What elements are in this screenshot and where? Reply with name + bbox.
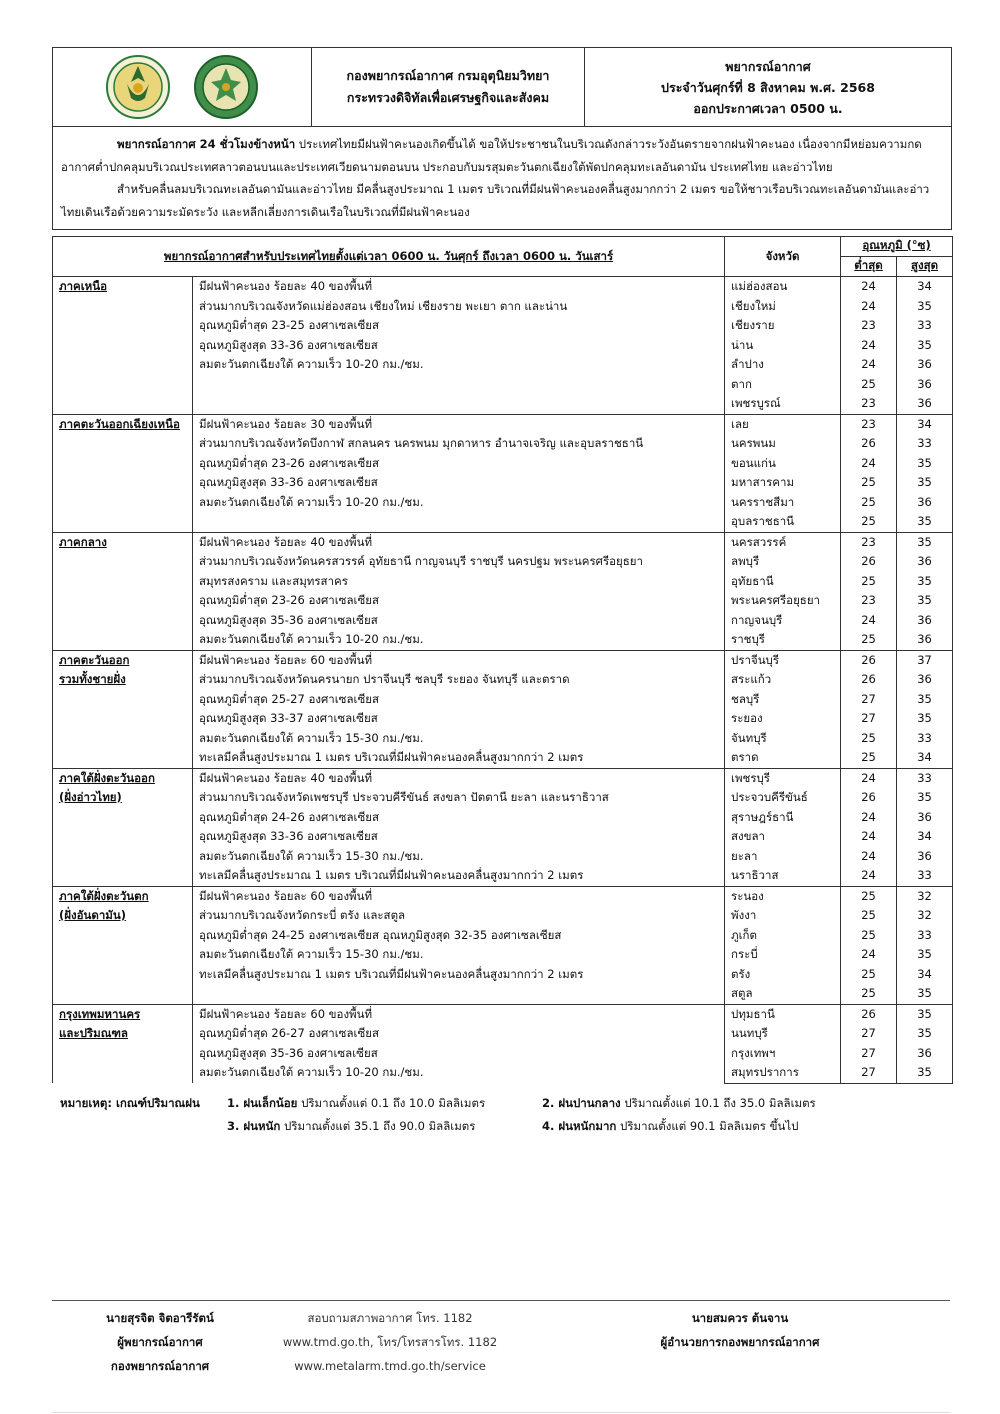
min-temp-cell: 24 bbox=[841, 277, 897, 297]
region-name bbox=[53, 414, 193, 532]
max-temp-cell: 35 bbox=[897, 1024, 953, 1044]
min-temp-cell: 26 bbox=[841, 650, 897, 670]
province-cell: สตูล bbox=[725, 984, 841, 1004]
region-label-2: (ฝั่งอ่าวไทย) bbox=[59, 790, 122, 804]
forecaster-signature bbox=[60, 1306, 260, 1378]
director-signature bbox=[620, 1306, 860, 1354]
province-cell: นครราชสีมา bbox=[725, 493, 841, 513]
max-temp-cell: 35 bbox=[897, 1063, 953, 1083]
province-cell: พระนครศรีอยุธยา bbox=[725, 591, 841, 611]
max-temp-cell: 35 bbox=[897, 473, 953, 493]
min-temp-cell: 25 bbox=[841, 926, 897, 946]
province-cell: ภูเก็ต bbox=[725, 926, 841, 946]
province-cell: นนทบุรี bbox=[725, 1024, 841, 1044]
region-description bbox=[193, 768, 725, 886]
description-line: อุณหภูมิสูงสุด 33-36 องศาเซลเซียส bbox=[199, 829, 378, 843]
min-temp-cell: 25 bbox=[841, 984, 897, 1004]
province-cell: ราชบุรี bbox=[725, 630, 841, 650]
description-line: อุณหภูมิต่ำสุด 26-27 องศาเซลเซียส bbox=[199, 1026, 380, 1040]
region-label: ภาคใต้ฝั่งตะวันออก bbox=[59, 770, 155, 785]
max-temp-cell: 36 bbox=[897, 611, 953, 631]
min-temp-cell: 23 bbox=[841, 532, 897, 552]
province-cell: อุทัยธานี bbox=[725, 572, 841, 592]
min-temp-cell: 25 bbox=[841, 630, 897, 650]
min-temp-cell: 25 bbox=[841, 906, 897, 926]
max-temp-cell: 33 bbox=[897, 434, 953, 454]
max-temp-cell: 36 bbox=[897, 394, 953, 414]
max-temp-header: สูงสุด bbox=[897, 257, 953, 277]
org-line-2: กระทรวงดิจิทัลเพื่อเศรษฐกิจและสังคม bbox=[346, 90, 550, 105]
table-row bbox=[53, 650, 953, 670]
region-label: ภาคตะวันออกเฉียงเหนือ bbox=[59, 416, 180, 431]
summary-text-1: ประเทศไทยมีฝนฟ้าคะนองเกิดขึ้นได้ ขอให้ประชาชนในบริเวณดังกล่าวระวังอันตรายจากฝนฟ้าคะนอง เนื่องจากมีหย่อมความกดอากาศต่ำปกคลุมบริเวณประเทศลาวตอนบนและประเทศเวียดนามตอนบน ประกอบกับมรสุมตะวันตกเฉียงใต้พัดปกคลุมทะเลอันดามัน ประเทศไทย และอ่าวไทย bbox=[61, 137, 922, 174]
description-line: อุณหภูมิต่ำสุด 25-27 องศาเซลเซียส bbox=[199, 691, 380, 706]
min-temp-cell: 26 bbox=[841, 552, 897, 572]
max-temp-cell: 35 bbox=[897, 454, 953, 474]
min-temp-cell: 27 bbox=[841, 1044, 897, 1064]
province-cell: สมุทรปราการ bbox=[725, 1063, 841, 1083]
table-row bbox=[53, 768, 953, 788]
min-temp-cell: 24 bbox=[841, 808, 897, 828]
max-temp-cell: 32 bbox=[897, 906, 953, 926]
min-temp-cell: 23 bbox=[841, 591, 897, 611]
remark-very-heavy-rain: 4. ฝนหนักมาก ปริมาณตั้งแต่ 90.1 มิลลิเมตร ขึ้นไป bbox=[542, 1118, 799, 1133]
min-temp-cell: 24 bbox=[841, 847, 897, 867]
remark-light-rain: 1. ฝนเล็กน้อย ปริมาณตั้งแต่ 0.1 ถึง 10.0 มิลลิเมตร bbox=[227, 1095, 486, 1110]
province-cell: กรุงเทพฯ bbox=[725, 1044, 841, 1064]
province-cell: ชลบุรี bbox=[725, 690, 841, 710]
region-name bbox=[53, 886, 193, 1004]
province-cell: ลพบุรี bbox=[725, 552, 841, 572]
province-cell: ระยอง bbox=[725, 709, 841, 729]
description-line: ส่วนมากบริเวณจังหวัดนครสวรรค์ อุทัยธานี กาญจนบุรี ราชบุรี นครปฐม พระนครศรีอยุธยา bbox=[199, 554, 643, 568]
min-temp-cell: 27 bbox=[841, 709, 897, 729]
forecast-title bbox=[585, 48, 951, 126]
description-line: ส่วนมากบริเวณจังหวัดเพชรบุรี ประจวบคีรีขันธ์ สงขลา ปัตตานี ยะลา และนราธิวาส bbox=[199, 790, 609, 804]
logo-area bbox=[53, 48, 312, 126]
max-temp-cell: 36 bbox=[897, 1044, 953, 1064]
description-line: อุณหภูมิต่ำสุด 23-26 องศาเซลเซียส bbox=[199, 455, 380, 470]
min-temp-cell: 24 bbox=[841, 866, 897, 886]
description-line: ส่วนมากบริเวณจังหวัดบึงกาฬ สกลนคร นครพนม มุกดาหาร อำนาจเจริญ และอุบลราชธานี bbox=[199, 436, 644, 450]
region-description bbox=[193, 886, 725, 1004]
region-label: ภาคเหนือ bbox=[59, 279, 108, 293]
max-temp-cell: 34 bbox=[897, 414, 953, 434]
max-temp-cell: 33 bbox=[897, 729, 953, 749]
region-label-2: รวมทั้งชายฝั่ง bbox=[59, 672, 126, 686]
description-line: มีฝนฟ้าคะนอง ร้อยละ 40 ของพื้นที่ bbox=[199, 534, 373, 549]
min-temp-cell: 24 bbox=[841, 355, 897, 375]
region-description bbox=[193, 414, 725, 532]
max-temp-cell: 35 bbox=[897, 532, 953, 552]
footer-divider bbox=[52, 1300, 950, 1301]
max-temp-cell: 35 bbox=[897, 1004, 953, 1024]
province-cell: สุราษฎร์ธานี bbox=[725, 808, 841, 828]
region-label: ภาคใต้ฝั่งตะวันตก bbox=[59, 888, 149, 903]
province-cell: ประจวบคีรีขันธ์ bbox=[725, 788, 841, 808]
province-cell: กระบี่ bbox=[725, 945, 841, 965]
description-line: ทะเลมีคลื่นสูงประมาณ 1 เมตร บริเวณที่มีฝนฟ้าคะนองคลื่นสูงมากกว่า 2 เมตร bbox=[199, 966, 584, 981]
min-temp-cell: 24 bbox=[841, 297, 897, 317]
province-cell: ตรัง bbox=[725, 965, 841, 985]
description-line: อุณหภูมิสูงสุด 35-36 องศาเซลเซียส bbox=[199, 1045, 378, 1060]
max-temp-cell: 32 bbox=[897, 886, 953, 906]
province-cell: ตาก bbox=[725, 375, 841, 395]
description-line: อุณหภูมิสูงสุด 33-36 องศาเซลเซียส bbox=[199, 337, 378, 352]
summary-paragraph-1 bbox=[61, 133, 943, 178]
max-temp-cell: 34 bbox=[897, 827, 953, 847]
min-temp-cell: 26 bbox=[841, 670, 897, 690]
ministry-seal-icon bbox=[193, 54, 259, 120]
min-temp-cell: 25 bbox=[841, 375, 897, 395]
region-name bbox=[53, 650, 193, 768]
description-line: ลมตะวันตกเฉียงใต้ ความเร็ว 15-30 กม./ชม. bbox=[199, 848, 424, 863]
min-temp-cell: 24 bbox=[841, 945, 897, 965]
table-row bbox=[53, 1004, 953, 1024]
title-line-3: ออกประกาศเวลา 0500 น. bbox=[693, 100, 843, 116]
description-line: อุณหภูมิสูงสุด 33-37 องศาเซลเซียส bbox=[199, 711, 378, 725]
description-line: อุณหภูมิสูงสุด 35-36 องศาเซลเซียส bbox=[199, 612, 378, 627]
max-temp-cell: 35 bbox=[897, 591, 953, 611]
min-temp-cell: 25 bbox=[841, 473, 897, 493]
description-line: มีฝนฟ้าคะนอง ร้อยละ 60 ของพื้นที่ bbox=[199, 652, 373, 667]
remark-heavy-rain: 3. ฝนหนัก ปริมาณตั้งแต่ 35.1 ถึง 90.0 มิลลิเมตร bbox=[227, 1118, 476, 1133]
max-temp-cell: 33 bbox=[897, 316, 953, 336]
bottom-divider bbox=[52, 1412, 950, 1413]
min-temp-cell: 27 bbox=[841, 690, 897, 710]
province-cell: กาญจนบุรี bbox=[725, 611, 841, 631]
description-line: มีฝนฟ้าคะนอง ร้อยละ 30 ของพื้นที่ bbox=[199, 416, 373, 431]
min-temp-header: ต่ำสุด bbox=[841, 257, 897, 277]
max-temp-cell: 34 bbox=[897, 748, 953, 768]
province-cell: น่าน bbox=[725, 336, 841, 356]
region-name bbox=[53, 277, 193, 415]
province-cell: ตราด bbox=[725, 748, 841, 768]
province-cell: ลำปาง bbox=[725, 355, 841, 375]
forecaster-name: นายสุรจิต จิตอารีรัตน์ bbox=[106, 1311, 214, 1325]
region-name bbox=[53, 1004, 193, 1083]
province-cell: เพชรบุรี bbox=[725, 768, 841, 788]
province-cell: สระแก้ว bbox=[725, 670, 841, 690]
max-temp-cell: 37 bbox=[897, 650, 953, 670]
province-cell: มหาสารคาม bbox=[725, 473, 841, 493]
summary-paragraph-2: สำหรับคลื่นลมบริเวณทะเลอันดามันและอ่าวไทย มีคลื่นสูงประมาณ 1 เมตร บริเวณที่มีฝนฟ้าคะนองคลื่นสูงมากกว่า 2 เมตร ขอให้ชาวเรือบริเวณทะเลอันดามันและอ่าวไทยเดินเรือด้วยความระมัดระวัง และหลีกเลี่ยงการเดินเรือในบริเวณที่มีฝนฟ้าคะนอง bbox=[61, 182, 930, 219]
max-temp-cell: 33 bbox=[897, 926, 953, 946]
max-temp-cell: 35 bbox=[897, 336, 953, 356]
description-line: ลมตะวันตกเฉียงใต้ ความเร็ว 15-30 กม./ชม. bbox=[199, 730, 424, 745]
director-name: นายสมควร ต้นจาน bbox=[691, 1311, 789, 1325]
max-temp-cell: 35 bbox=[897, 512, 953, 532]
description-line: ส่วนมากบริเวณจังหวัดนครนายก ปราจีนบุรี ชลบุรี ระยอง จันทบุรี และตราด bbox=[199, 672, 570, 686]
max-temp-cell: 35 bbox=[897, 788, 953, 808]
description-line: ส่วนมากบริเวณจังหวัดแม่ฮ่องสอน เชียงใหม่ เชียงราย พะเยา ตาก และน่าน bbox=[199, 298, 568, 313]
contact-phone: สอบถามสภาพอากาศ โทร. 1182 bbox=[307, 1311, 473, 1325]
table-row bbox=[53, 277, 953, 297]
max-temp-cell: 35 bbox=[897, 572, 953, 592]
province-cell: จันทบุรี bbox=[725, 729, 841, 749]
region-name bbox=[53, 532, 193, 650]
forecast-summary bbox=[52, 127, 952, 230]
description-line: ลมตะวันตกเฉียงใต้ ความเร็ว 10-20 กม./ชม. bbox=[199, 632, 424, 646]
description-line: มีฝนฟ้าคะนอง ร้อยละ 40 ของพื้นที่ bbox=[199, 770, 373, 785]
min-temp-cell: 26 bbox=[841, 1004, 897, 1024]
province-cell: เชียงราย bbox=[725, 316, 841, 336]
max-temp-cell: 36 bbox=[897, 630, 953, 650]
max-temp-cell: 34 bbox=[897, 277, 953, 297]
description-line: อุณหภูมิต่ำสุด 24-26 องศาเซลเซียส bbox=[199, 809, 380, 824]
min-temp-cell: 25 bbox=[841, 729, 897, 749]
max-temp-cell: 36 bbox=[897, 808, 953, 828]
tmd-logo-icon bbox=[105, 54, 171, 120]
description-line: สมุทรสงคราม และสมุทรสาคร bbox=[199, 573, 348, 588]
table-row bbox=[53, 532, 953, 552]
min-temp-cell: 27 bbox=[841, 1024, 897, 1044]
province-cell: ปทุมธานี bbox=[725, 1004, 841, 1024]
region-label: ภาคกลาง bbox=[59, 534, 107, 549]
description-line: ลมตะวันตกเฉียงใต้ ความเร็ว 10-20 กม./ชม. bbox=[199, 494, 424, 509]
forecast-table-body bbox=[53, 277, 953, 1084]
forecaster-division: กองพยากรณ์อากาศ bbox=[110, 1359, 210, 1373]
province-cell: เพชรบูรณ์ bbox=[725, 394, 841, 414]
province-cell: ยะลา bbox=[725, 847, 841, 867]
remarks-label: หมายเหตุ: เกณฑ์ปริมาณฝน bbox=[60, 1095, 200, 1110]
min-temp-cell: 23 bbox=[841, 414, 897, 434]
province-cell: เลย bbox=[725, 414, 841, 434]
max-temp-cell: 35 bbox=[897, 945, 953, 965]
province-cell: อุบลราชธานี bbox=[725, 512, 841, 532]
min-temp-cell: 25 bbox=[841, 493, 897, 513]
max-temp-cell: 35 bbox=[897, 984, 953, 1004]
description-line: ลมตะวันตกเฉียงใต้ ความเร็ว 15-30 กม./ชม. bbox=[199, 947, 424, 961]
forecaster-role: ผู้พยากรณ์อากาศ bbox=[117, 1335, 203, 1349]
contact-website[interactable]: www.tmd.go.th, โทร/โทรสารโทร. 1182 bbox=[282, 1335, 498, 1349]
description-line: อุณหภูมิสูงสุด 33-36 องศาเซลเซียส bbox=[199, 475, 378, 489]
organization-name bbox=[312, 48, 585, 126]
table-title: พยากรณ์อากาศสำหรับประเทศไทยตั้งแต่เวลา 0600 น. วันศุกร์ ถึงเวลา 0600 น. วันเสาร์ bbox=[53, 237, 725, 277]
min-temp-cell: 26 bbox=[841, 434, 897, 454]
min-temp-cell: 25 bbox=[841, 965, 897, 985]
max-temp-cell: 33 bbox=[897, 866, 953, 886]
description-line: ส่วนมากบริเวณจังหวัดกระบี่ ตรัง และสตูล bbox=[199, 908, 406, 922]
region-description bbox=[193, 650, 725, 768]
max-temp-cell: 35 bbox=[897, 709, 953, 729]
min-temp-cell: 25 bbox=[841, 572, 897, 592]
description-line: ลมตะวันตกเฉียงใต้ ความเร็ว 10-20 กม./ชม. bbox=[199, 357, 424, 371]
rainfall-remarks bbox=[52, 1092, 952, 1142]
max-temp-cell: 36 bbox=[897, 552, 953, 572]
min-temp-cell: 24 bbox=[841, 827, 897, 847]
max-temp-cell: 36 bbox=[897, 375, 953, 395]
description-line: ทะเลมีคลื่นสูงประมาณ 1 เมตร บริเวณที่มีฝนฟ้าคะนองคลื่นสูงมากกว่า 2 เมตร bbox=[199, 868, 584, 882]
contact-info bbox=[270, 1306, 510, 1378]
max-temp-cell: 35 bbox=[897, 297, 953, 317]
description-line: มีฝนฟ้าคะนอง ร้อยละ 40 ของพื้นที่ bbox=[199, 279, 373, 293]
max-temp-cell: 36 bbox=[897, 847, 953, 867]
region-description bbox=[193, 532, 725, 650]
min-temp-cell: 23 bbox=[841, 316, 897, 336]
description-line: มีฝนฟ้าคะนอง ร้อยละ 60 ของพื้นที่ bbox=[199, 1006, 373, 1021]
description-line: มีฝนฟ้าคะนอง ร้อยละ 60 ของพื้นที่ bbox=[199, 888, 373, 903]
max-temp-cell: 36 bbox=[897, 493, 953, 513]
min-temp-cell: 24 bbox=[841, 768, 897, 788]
min-temp-cell: 26 bbox=[841, 788, 897, 808]
province-cell: สงขลา bbox=[725, 827, 841, 847]
max-temp-cell: 36 bbox=[897, 355, 953, 375]
min-temp-cell: 27 bbox=[841, 1063, 897, 1083]
min-temp-cell: 25 bbox=[841, 886, 897, 906]
province-cell: ขอนแก่น bbox=[725, 454, 841, 474]
contact-service-link[interactable]: www.metalarm.tmd.go.th/service bbox=[294, 1359, 486, 1373]
province-cell: แม่ฮ่องสอน bbox=[725, 277, 841, 297]
org-line-1: กองพยากรณ์อากาศ กรมอุตุนิยมวิทยา bbox=[346, 68, 550, 83]
description-line: อุณหภูมิต่ำสุด 23-25 องศาเซลเซียส bbox=[199, 318, 380, 332]
province-cell: เชียงใหม่ bbox=[725, 297, 841, 317]
min-temp-cell: 25 bbox=[841, 512, 897, 532]
table-row bbox=[53, 414, 953, 434]
description-line: อุณหภูมิต่ำสุด 23-26 องศาเซลเซียส bbox=[199, 593, 380, 607]
region-label: กรุงเทพมหานคร bbox=[59, 1006, 141, 1021]
max-temp-cell: 36 bbox=[897, 670, 953, 690]
region-label-2: และปริมณฑล bbox=[59, 1026, 128, 1040]
forecast-table bbox=[52, 236, 953, 1084]
min-temp-cell: 24 bbox=[841, 454, 897, 474]
description-line: ทะเลมีคลื่นสูงประมาณ 1 เมตร บริเวณที่มีฝนฟ้าคะนองคลื่นสูงมากกว่า 2 เมตร bbox=[199, 750, 584, 764]
min-temp-cell: 24 bbox=[841, 611, 897, 631]
remark-moderate-rain: 2. ฝนปานกลาง ปริมาณตั้งแต่ 10.1 ถึง 35.0 มิลลิเมตร bbox=[542, 1095, 816, 1110]
region-label: ภาคตะวันออก bbox=[59, 652, 130, 667]
description-line: อุณหภูมิต่ำสุด 24-25 องศาเซลเซียส อุณหภูมิสูงสุด 32-35 องศาเซลเซียส bbox=[199, 927, 562, 942]
province-cell: พังงา bbox=[725, 906, 841, 926]
min-temp-cell: 25 bbox=[841, 748, 897, 768]
max-temp-cell: 35 bbox=[897, 690, 953, 710]
min-temp-cell: 24 bbox=[841, 336, 897, 356]
temperature-column-header: อุณหภูมิ (°ซ) bbox=[841, 237, 953, 257]
region-description bbox=[193, 1004, 725, 1083]
min-temp-cell: 23 bbox=[841, 394, 897, 414]
province-column-header: จังหวัด bbox=[725, 237, 841, 277]
title-line-2: ประจำวันศุกร์ที่ 8 สิงหาคม พ.ศ. 2568 bbox=[661, 79, 875, 95]
province-cell: นครพนม bbox=[725, 434, 841, 454]
province-cell: ระนอง bbox=[725, 886, 841, 906]
province-cell: นครสวรรค์ bbox=[725, 532, 841, 552]
description-line: ลมตะวันตกเฉียงใต้ ความเร็ว 10-20 กม./ชม. bbox=[199, 1065, 424, 1079]
region-name bbox=[53, 768, 193, 886]
province-cell: ปราจีนบุรี bbox=[725, 650, 841, 670]
max-temp-cell: 34 bbox=[897, 965, 953, 985]
forecast-page bbox=[52, 47, 952, 1142]
province-cell: นราธิวาส bbox=[725, 866, 841, 886]
max-temp-cell: 33 bbox=[897, 768, 953, 788]
title-line-1: พยากรณ์อากาศ bbox=[725, 58, 811, 74]
region-label-2: (ฝั่งอันดามัน) bbox=[59, 908, 127, 922]
document-header bbox=[52, 47, 952, 127]
summary-lead: พยากรณ์อากาศ 24 ชั่วโมงข้างหน้า bbox=[117, 137, 296, 151]
director-role: ผู้อำนวยการกองพยากรณ์อากาศ bbox=[660, 1335, 820, 1349]
table-row bbox=[53, 886, 953, 906]
region-description bbox=[193, 277, 725, 415]
